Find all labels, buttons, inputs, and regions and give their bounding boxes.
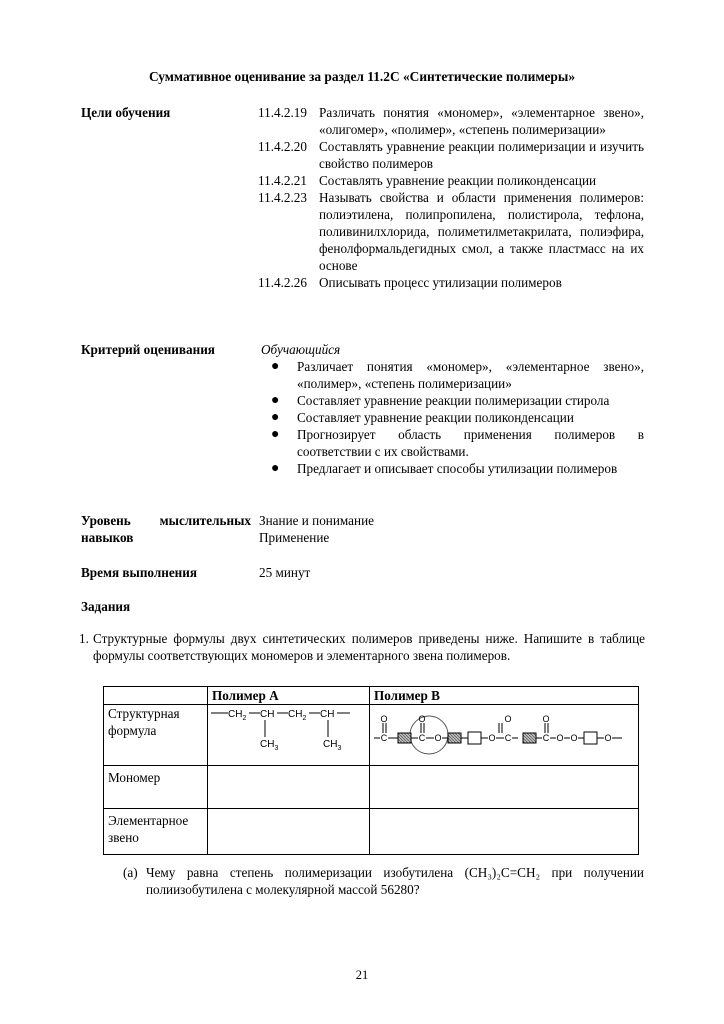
criteria-label: Критерий оценивания [81,342,215,357]
atom-label: O [604,733,612,743]
skill-level: Применение [259,530,330,545]
atom-label: $CH_3$ [323,739,342,752]
sub-question-label: (a) [123,865,138,880]
bullet-icon: ● [271,393,280,408]
objective-text: Называть свойства и области применения полимеров: полиэтилена, полипропилена, полистирола, тефлона, поливинилхлорида, полиметилметакрилата, полиэфира, фенолформальдегидных смол, а также пластмасс на их основе [319,190,644,273]
task-1 [79,630,645,664]
table-row [104,766,639,809]
atom-label: $CH_3$ [260,739,279,752]
criteria-item: ● Предлагает и описывает способы утилизации полимеров [271,461,618,476]
objective-item [258,138,644,172]
objective-code: 11.4.2.20 [258,139,307,154]
atom-label: $CH_2$ [228,709,247,722]
table-header-row [104,687,639,705]
objective-text: Составлять уравнение реакции полимеризации и изучить свойство полимеров [319,139,644,171]
row-label: Мономер [104,766,208,809]
atom-label: $CH_2$ [288,709,307,722]
answer-cell-b-unit[interactable] [370,809,639,855]
bullet-icon: ● [271,410,280,425]
page-number: 21 [355,968,369,982]
criteria-list [261,358,644,477]
polymer-b-formula-cell [370,705,639,766]
objective-code: 11.4.2.23 [258,190,307,205]
row-label: Структурная формула [104,705,208,766]
bullet-icon: ● [271,359,280,374]
objective-code: 11.4.2.19 [258,105,307,120]
objective-item [258,274,644,291]
skills-label: Уровень мыслительных навыков [81,513,251,545]
skill-level: Знание и понимание [259,513,374,528]
hatched-block [398,733,411,743]
answer-cell-a-monomer[interactable] [208,766,370,809]
answer-cell-a-unit[interactable] [208,809,370,855]
table-row [104,705,639,766]
atom-label: O [570,733,578,743]
atom-label: O [380,714,388,724]
objective-item [258,189,644,274]
task-text: Структурные формулы двух синтетических полимеров приведены ниже. Напишите в таблице формулы соответствующих мономеров и элементарного звена полимеров. [93,631,645,663]
atom-label: O [434,733,442,743]
objectives-label: Цели обучения [81,105,171,120]
repeat-unit-circle [410,716,448,754]
criteria-item: ● Прогнозирует область применения полимеров в соответствии с их свойствами. [271,427,644,459]
atom-label: C [380,733,388,743]
task-number: 1. [79,631,89,646]
atom-label: O [488,733,496,743]
objective-text: Описывать процесс утилизации полимеров [319,275,562,290]
objectives-list [258,104,644,291]
criteria-block [261,341,644,477]
atom-label: CH [260,709,275,720]
page-title: Суммативное оценивание за раздел 11.2С «Синтетические полимеры» [148,69,576,84]
criteria-item: ● Различает понятия «мономер», «элементарное звено», «полимер», «степень полимеризации» [271,359,644,391]
table-header-cell [104,687,208,705]
atom-label: O [542,714,550,724]
atom-label: CH [320,709,335,720]
tasks-heading: Задания [81,599,131,614]
polymer-a-formula-cell [208,705,370,766]
objective-code: 11.4.2.21 [258,173,307,188]
polymer-a-formula [208,705,368,761]
atom-label: C [542,733,550,743]
bullet-icon: ● [271,427,280,442]
hatched-block [448,733,461,743]
polymer-b-formula [370,705,636,761]
answer-cell-b-monomer[interactable] [370,766,639,809]
criteria-item: ● Составляет уравнение реакции полимеризации стирола [271,393,610,408]
objective-item [258,104,644,138]
objective-text: Различать понятия «мономер», «элементарное звено», «олигомер», «полимер», «степень полимеризации» [319,105,644,137]
atom-label: C [504,733,512,743]
atom-label: C [418,733,426,743]
row-label: Элементарное звено [104,809,208,855]
objective-text: Составлять уравнение реакции поликонденсации [319,173,597,188]
sub-question-text: Чему равна степень полимеризации изобутилена (CH₃)₂C=CH₂ при получении полиизобутилена с молекулярной массой 56280? [146,865,644,897]
skills-values [259,512,374,546]
time-value: 25 минут [259,565,311,580]
table-header-cell: Полимер В [370,687,639,705]
open-block [468,732,481,744]
bullet-icon: ● [271,461,280,476]
objective-item [258,172,644,189]
table-row [104,809,639,855]
atom-label: O [556,733,564,743]
open-block [584,732,597,744]
hatched-block [523,733,536,743]
criteria-item: ● Составляет уравнение реакции поликонденсации [271,410,574,425]
atom-label: O [504,714,512,724]
atom-label: O [418,714,426,724]
objective-code: 11.4.2.26 [258,275,307,290]
sub-question-a [123,864,644,898]
criteria-heading: Обучающийся [261,342,341,357]
table-header-cell: Полимер А [208,687,370,705]
polymer-table [103,686,639,855]
time-label: Время выполнения [81,565,198,580]
